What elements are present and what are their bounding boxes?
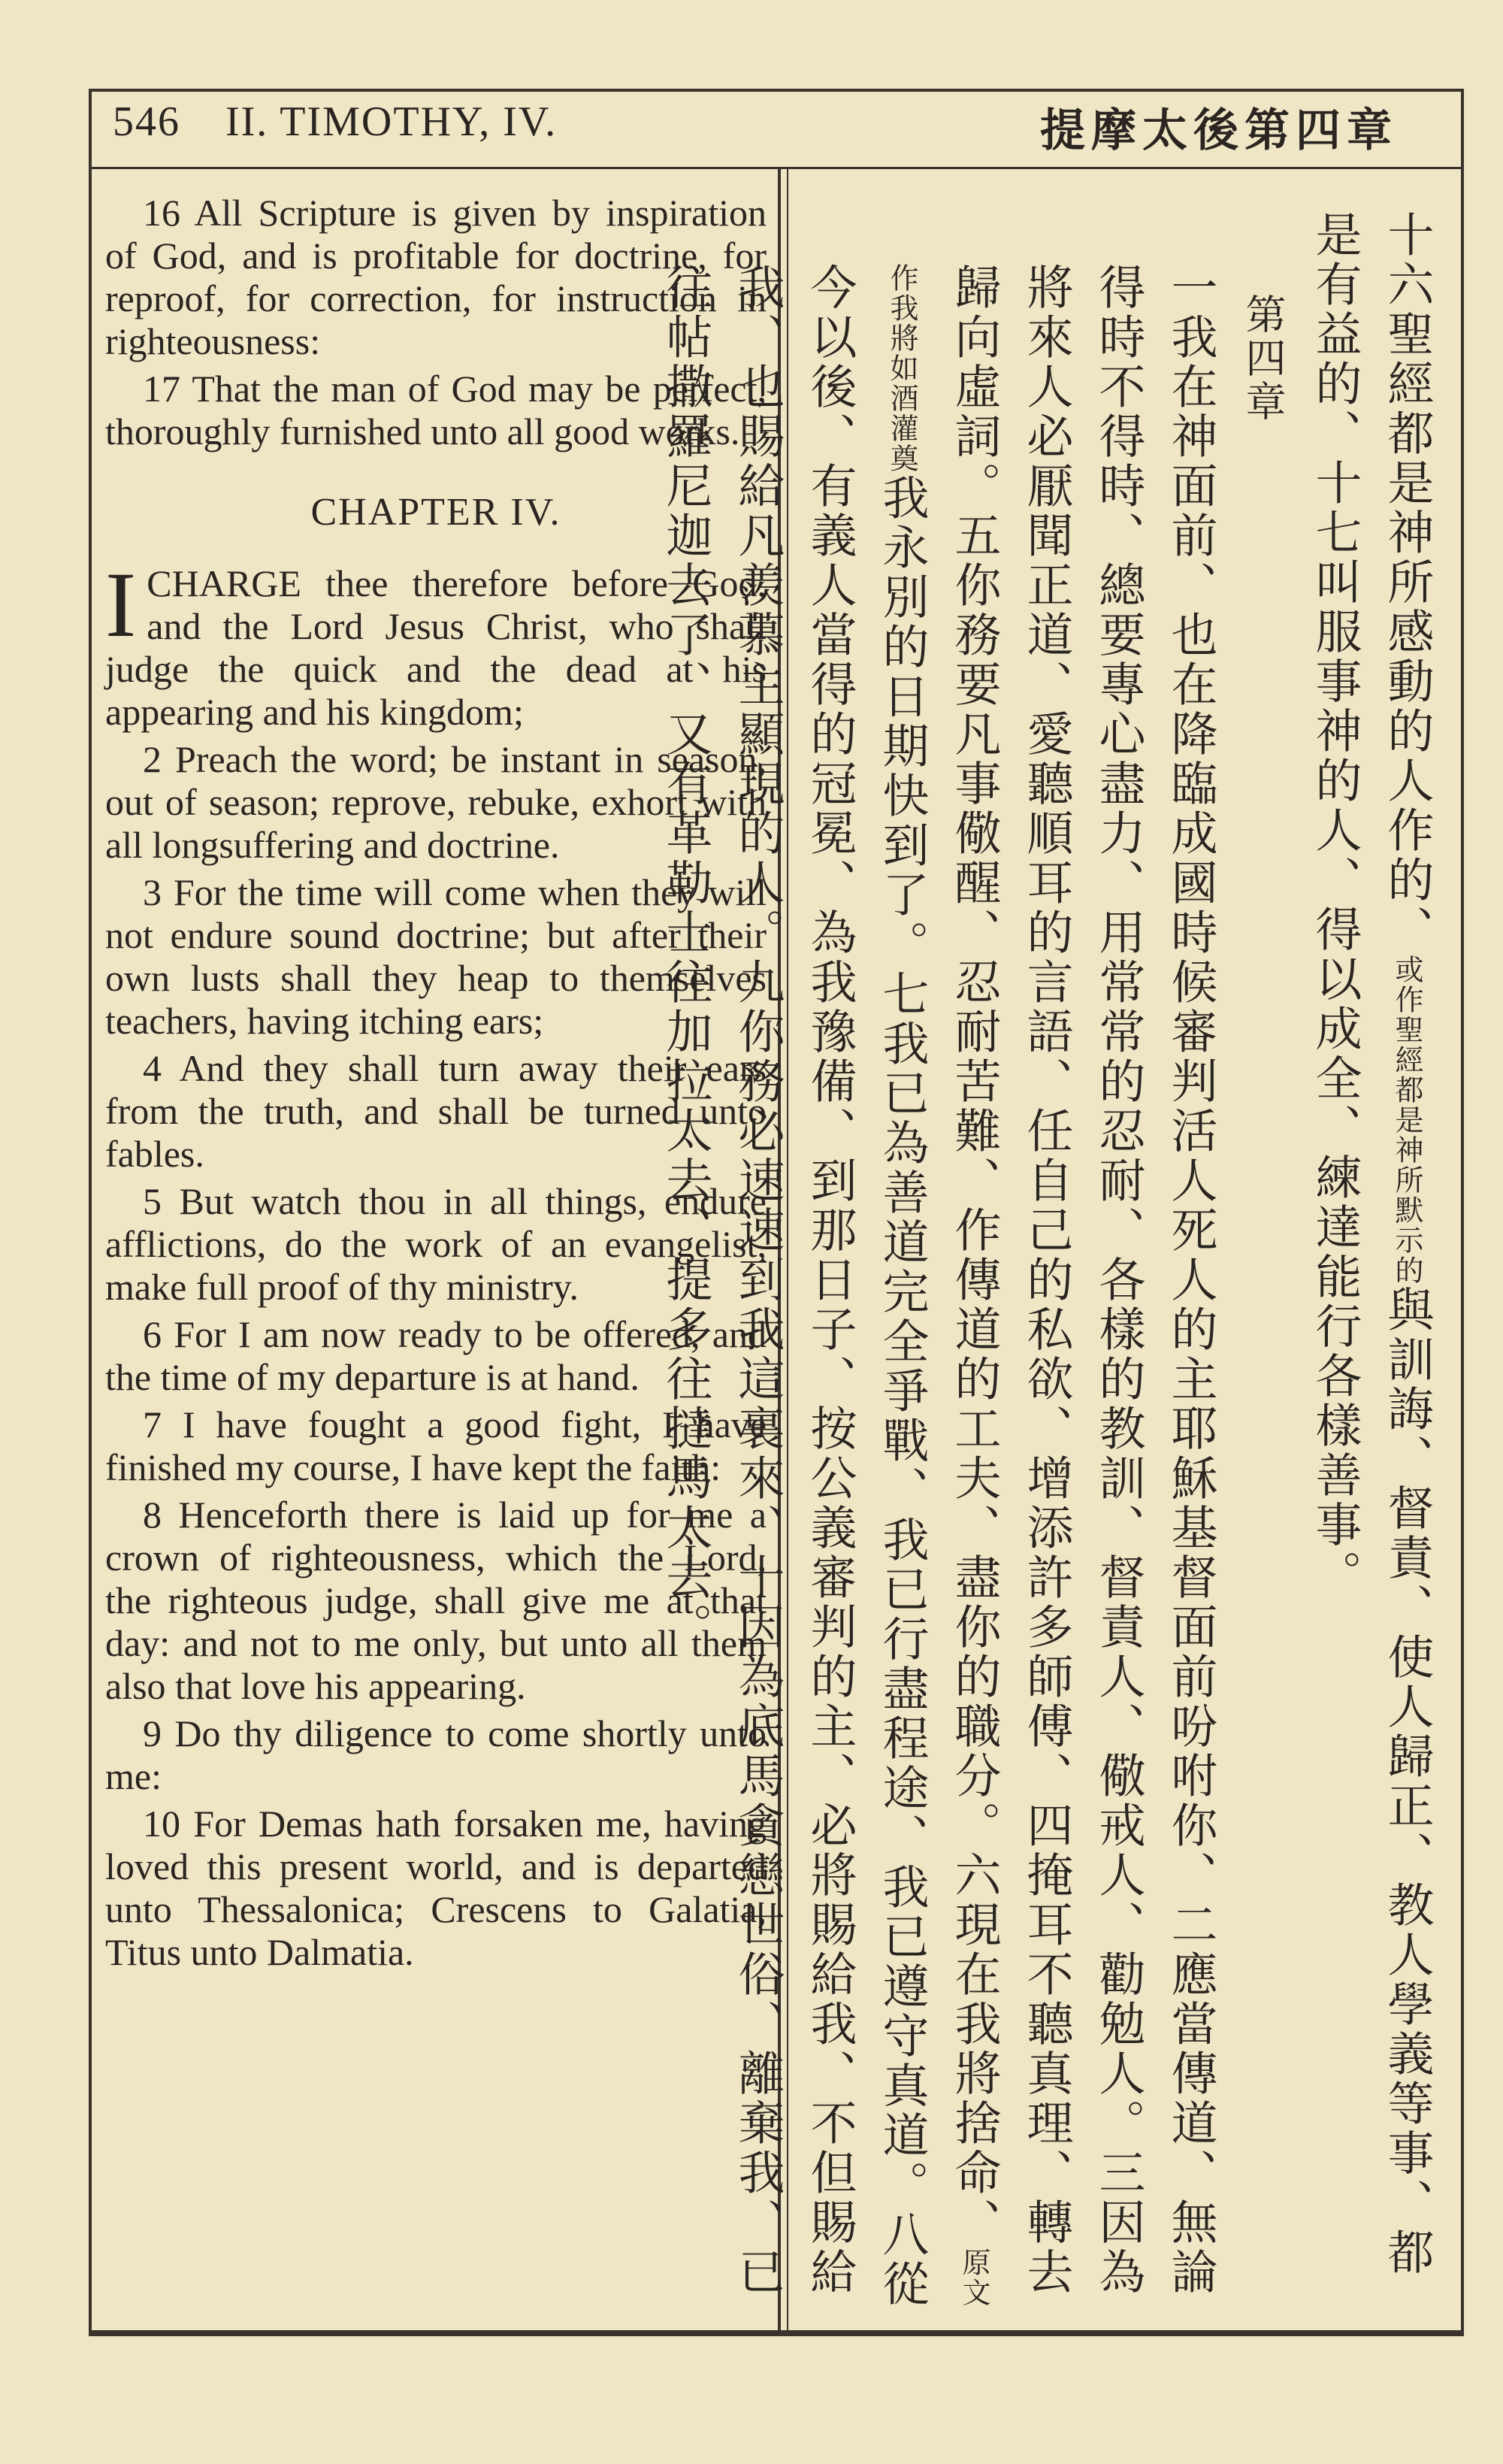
verse-10: 10 For Demas hath forsaken me, having loved this present world, and is departed unto Thessalonica; Crescens to Galatia, Titus unto Dalmatia.: [105, 1803, 767, 1973]
chinese-verse-1: 一我在神面前、也在降臨成國時候審判活人死人的主耶穌基督面前吩咐你、二應當傳道、無論得時不得時、總要專心盡力、用常常的忍耐、各樣的教訓、督責人、儆戒人、勸勉人。三因為將來人必厭聞正道、愛聽順耳的言語、任自己的私欲、增添許多師傅、四掩耳不聽真理、轉去歸向虛詞。五你務要凡事儆醒、忍耐苦難、作傳道的工夫、盡你的職分。六現在我將捨命、: [947, 263, 1218, 2297]
page-number: 546: [113, 98, 180, 145]
verse-2: 2 Preach the word; be instant in season, out of season; reprove, rebuke, exhort with all longsuffering and doctrine.: [105, 738, 767, 866]
chinese-note-6: 原文作我將如酒灌奠: [885, 263, 990, 2308]
verse-4: 4 And they shall turn away their ears from the truth, and shall be turned unto fables.: [105, 1047, 767, 1175]
chinese-verse-16a: 十六聖經都是神所感動的人作的、: [1380, 210, 1435, 955]
chinese-note-16: 或作聖經都是神所默示的: [1390, 955, 1423, 1285]
chinese-chapter-heading: 第四章: [1239, 293, 1287, 424]
verse-9: 9 Do thy diligence to come shortly unto me:: [105, 1712, 767, 1797]
verse-3: 3 For the time will come when they will not endure sound doctrine; but after their own lusts shall they heap to themselves teachers, having itching ears;: [105, 871, 767, 1042]
verse-16: 16 All Scripture is given by inspiration of God, and is profitable for doctrine, for reproof, for correction, for instruction in righteousness:: [105, 192, 767, 362]
header-rule: [89, 167, 1464, 169]
chinese-column: [658, 210, 1443, 2315]
verse-17: 17 That the man of God may be perfect, thoroughly furnished unto all good works.: [105, 368, 767, 453]
chinese-verse-16b: 與訓誨、督責、使人歸正、教人學義等事、都是有益的、十七叫服事神的人、得以成全、練達能行各樣善事。: [1308, 210, 1435, 2278]
book-title: II. TIMOTHY, IV.: [225, 98, 558, 145]
verse-7: 7 I have fought a good fight, I have finished my course, I have kept the faith:: [105, 1403, 767, 1488]
verse-8: 8 Henceforth there is laid up for me a crown of righteousness, which the Lord, the righteous judge, shall give me at that day: and not to me only, but unto all them also that love his appearing.: [105, 1494, 767, 1707]
running-header-english: [113, 98, 557, 146]
chinese-chapter-body: [649, 210, 1226, 2315]
verse-5: 5 But watch thou in all things, endure afflictions, do the work of an evangelist, make full proof of thy ministry.: [105, 1180, 767, 1308]
bottom-rule: [89, 2330, 1464, 2333]
drop-cap: I: [105, 553, 137, 656]
chapter-title: CHAPTER IV.: [310, 491, 561, 534]
running-header-chinese: 提摩太後第四章: [1040, 104, 1398, 157]
verse-1-text: CHARGE thee therefore before God, and the Lord Jesus Christ, who shall judge the quick and the dead at his appearing and his kingdom;: [105, 562, 767, 733]
verse-6: 6 For I am now ready to be offered, and the time of my departure is at hand.: [105, 1313, 767, 1398]
chinese-verse-6b: 我永別的日期快到了。七我已為善道完全爭戰、我已行盡程途、我已遵守真道。八從今以後、有義人當得的冠冕、為我豫備、到那日子、按公義審判的主、必將賜給我、不但賜給我、也賜給凡羨慕主顯現的人。九你務必速速到我這裏來、十因為底馬貪戀世俗、離棄我、已往帖撒羅尼迦去了、又有革勒士往加拉太去、提多往撻馬太去。: [658, 263, 930, 2309]
